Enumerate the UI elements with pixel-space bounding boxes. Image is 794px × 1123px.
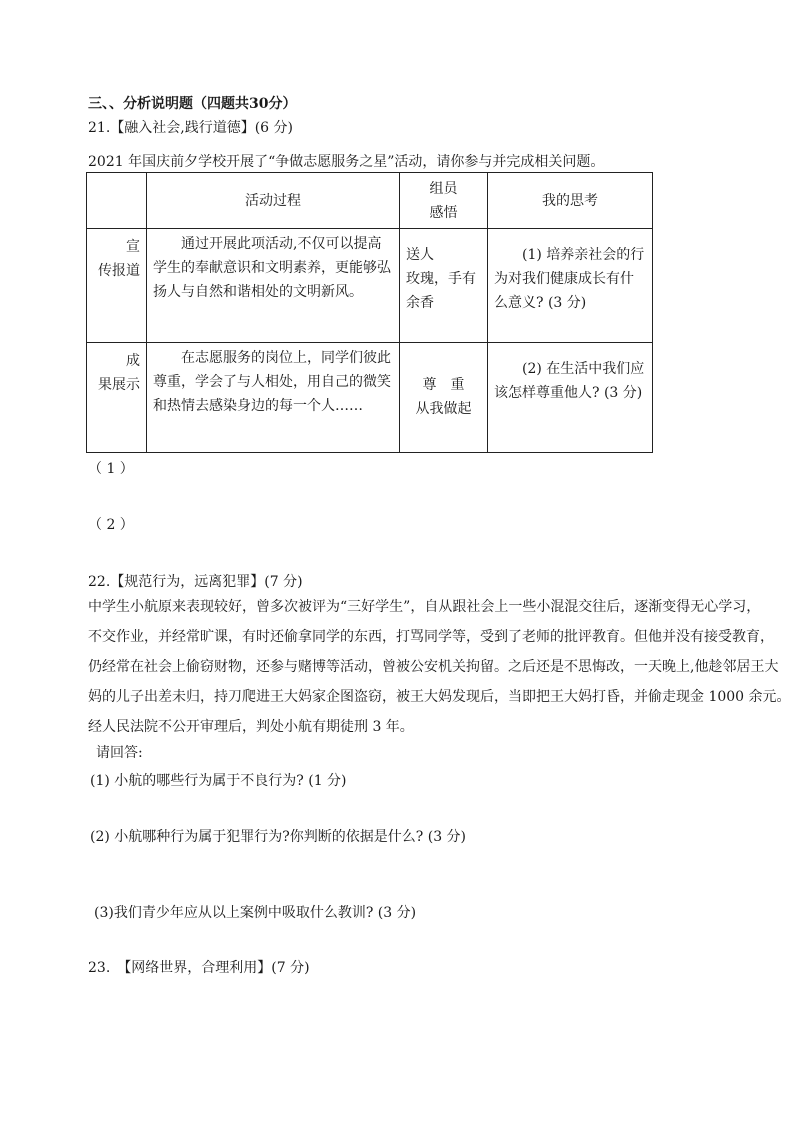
- question-22-title: 22.【规范行为，远离犯罪】(7 分): [88, 574, 303, 590]
- question-22-prompt: 请回答:: [96, 745, 143, 761]
- section-title: 三、、分析说明题（四题共30分）: [88, 96, 297, 112]
- passage-line: 中学生小航原来表现较好，曾多次被评为“三好学生”，自从跟社会上一些小混混交往后，逐渐变得无心学习，: [88, 599, 761, 615]
- row-label-publicity: 宣 传报道: [87, 229, 147, 343]
- row1-thinking: (1) 培养亲社会的行为对我们健康成长有什么意义? (3 分): [488, 229, 653, 343]
- question-22-sub-2: (2) 小航哪种行为属于犯罪行为?你判断的依据是什么? (3 分): [90, 829, 467, 845]
- table-row: [87, 343, 653, 453]
- row2-process: 在志愿服务的岗位上，同学们彼此尊重，学会了与人相处，用自己的微笑和热情去感染身边的每一个人……: [147, 343, 400, 453]
- header-thinking: 我的思考: [488, 173, 653, 229]
- question-21-intro: 2021 年国庆前夕学校开展了“争做志愿服务之星”活动，请你参与并完成相关问题。: [88, 154, 605, 170]
- question-22-passage: [88, 592, 791, 742]
- question-23-title: 23. 【网络世界，合理利用】(7 分): [88, 960, 310, 976]
- header-process: 活动过程: [147, 173, 400, 229]
- row-label-results: 成 果展示: [87, 343, 147, 453]
- header-feeling: 组员 感悟: [400, 173, 488, 229]
- table-header-row: [87, 173, 653, 229]
- question-22-sub-3: (3)我们青少年应从以上案例中吸取什么教训? (3 分): [94, 905, 417, 921]
- row2-thinking: (2) 在生活中我们应该怎样尊重他人? (3 分): [488, 343, 653, 453]
- header-blank-cell: [87, 173, 147, 229]
- passage-line: 妈的儿子出差未归，持刀爬进王大妈家企图盗窃，被王大妈发现后，当即把王大妈打昏，并偷走现金 1000 余元。: [88, 689, 791, 705]
- passage-line: 不交作业，并经常旷课，有时还偷拿同学的东西，打骂同学等，受到了老师的批评教育。但他并没有接受教育，: [88, 629, 774, 645]
- answer-2-label: （ 2 ）: [88, 517, 134, 533]
- table-row: [87, 229, 653, 343]
- row2-feeling: 尊 重 从我做起: [400, 343, 488, 453]
- row1-process: 通过开展此项活动,不仅可以提高学生的奉献意识和文明素养，更能够弘扬人与自然和谐相处的文明新风。: [147, 229, 400, 343]
- activity-table: [86, 172, 653, 453]
- passage-line: 仍经常在社会上偷窃财物，还参与赌博等活动，曾被公安机关拘留。之后还是不思悔改，一天晚上,他趁邻居王大: [88, 659, 779, 675]
- question-22-sub-1: (1) 小航的哪些行为属于不良行为? (1 分): [90, 773, 347, 789]
- passage-line: 经人民法院不公开审理后，判处小航有期徒刑 3 年。: [88, 719, 414, 735]
- row1-feeling: 送人 玫瑰，手有 余香: [400, 229, 488, 343]
- question-21-title: 21.【融入社会,践行道德】(6 分): [88, 120, 293, 136]
- answer-1-label: （ 1 ）: [88, 461, 134, 477]
